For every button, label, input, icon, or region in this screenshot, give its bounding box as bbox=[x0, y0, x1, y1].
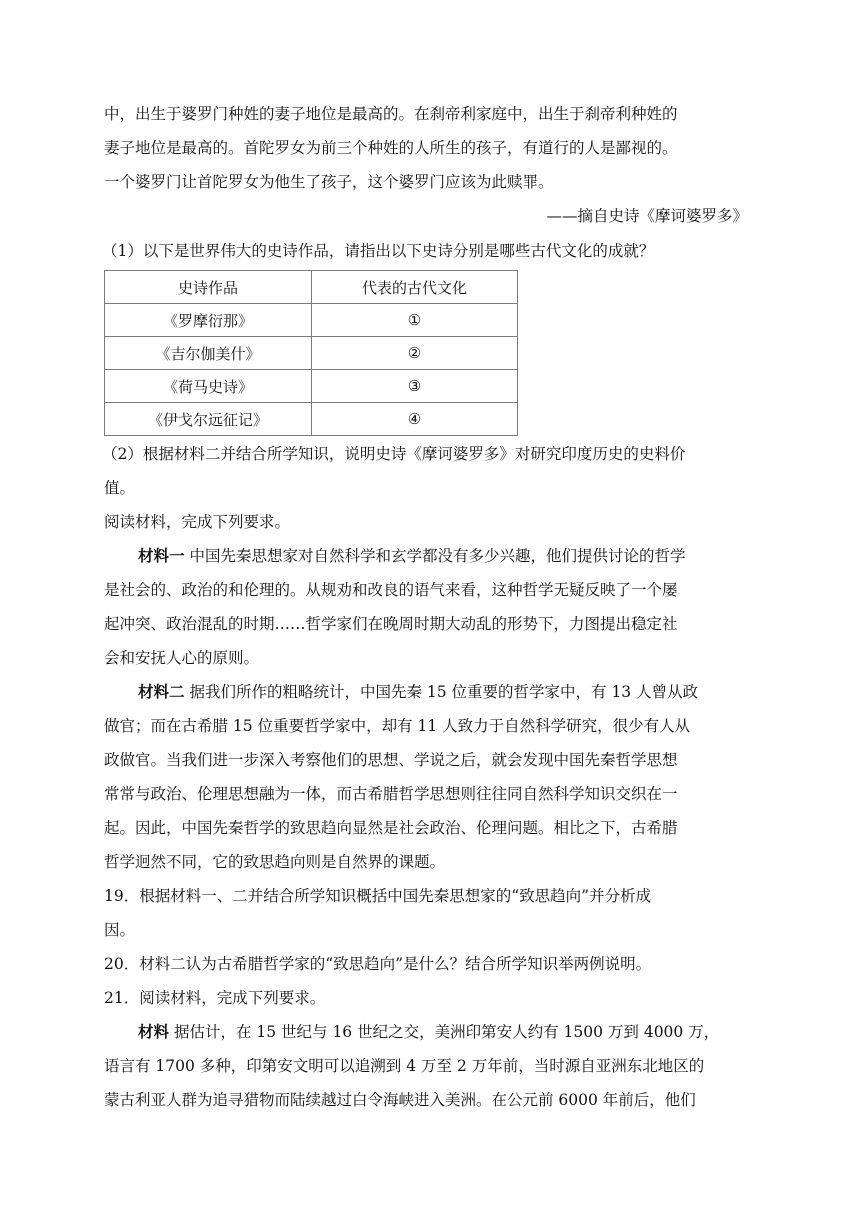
table-cell: ④ bbox=[312, 403, 518, 436]
question-19: 19．根据材料一、二并结合所学知识概括中国先秦思想家的“致思趋向”并分析成 bbox=[104, 887, 652, 905]
table-header-row bbox=[105, 271, 518, 304]
material-2-line: 政做官。当我们进一步深入考察他们的思想、学说之后，就会发现中国先秦哲学思想 bbox=[104, 751, 678, 769]
table-cell: 《吉尔伽美什》 bbox=[105, 337, 312, 370]
table-header-cell: 史诗作品 bbox=[105, 271, 312, 304]
material-text: 据我们所作的粗略统计，中国先秦 15 位重要的哲学家中，有 13 人曾从政 bbox=[184, 683, 699, 701]
question-20: 20．材料二认为古希腊哲学家的“致思趋向”是什么？结合所学知识举两例说明。 bbox=[104, 955, 652, 973]
epic-table bbox=[104, 270, 518, 436]
table-header-cell: 代表的古代文化 bbox=[312, 271, 518, 304]
material-2-line bbox=[138, 682, 698, 702]
table-cell: 《伊戈尔远征记》 bbox=[105, 403, 312, 436]
material-1-line: 起冲突、政治混乱的时期……哲学家们在晚周时期大动乱的形势下，力图提出稳定社 bbox=[104, 615, 678, 633]
question-1: （1）以下是世界伟大的史诗作品，请指出以下史诗分别是哪些古代文化的成就？ bbox=[102, 242, 655, 260]
material-text-line: 妻子地位是最高的。首陀罗女为前三个种姓的人所生的孩子，有道行的人是鄙视的。 bbox=[104, 139, 678, 157]
material-2-line: 常常与政治、伦理思想融为一体，而古希腊哲学思想则往往同自然科学知识交织在一 bbox=[104, 785, 678, 803]
question-21: 21．阅读材料，完成下列要求。 bbox=[104, 989, 326, 1007]
table-row bbox=[105, 370, 518, 403]
material-text-line: 中，出生于婆罗门种姓的妻子地位是最高的。在刹帝利家庭中，出生于刹帝利种姓的 bbox=[104, 105, 678, 123]
table-cell: ① bbox=[312, 304, 518, 337]
material-3-line: 语言有 1700 多种，印第安文明可以追溯到 4 万至 2 万年前，当时源自亚洲东北地区的 bbox=[104, 1057, 705, 1075]
table-row bbox=[105, 403, 518, 436]
material-text-line: 一个婆罗门让首陀罗女为他生了孩子，这个婆罗门应该为此赎罪。 bbox=[104, 173, 554, 191]
material-2-line: 起。因此，中国先秦哲学的致思趋向显然是社会政治、伦理问题。相比之下，古希腊 bbox=[104, 819, 678, 837]
material-label: 材料二 bbox=[138, 682, 185, 701]
material-1-line: 是社会的、政治的和伦理的。从规劝和改良的语气来看，这种哲学无疑反映了一个屡 bbox=[104, 581, 678, 599]
table-cell: ② bbox=[312, 337, 518, 370]
material-3-line bbox=[138, 1022, 719, 1042]
material-1-line: 会和安抚人心的原则。 bbox=[104, 649, 260, 667]
material-label: 材料 bbox=[138, 1022, 170, 1041]
question-2-cont: 值。 bbox=[104, 479, 136, 497]
table-cell: ③ bbox=[312, 370, 518, 403]
table-cell: 《荷马史诗》 bbox=[105, 370, 312, 403]
material-2-line: 哲学迥然不同，它的致思趋向则是自然界的课题。 bbox=[104, 853, 446, 871]
table-row bbox=[105, 304, 518, 337]
table-row bbox=[105, 337, 518, 370]
material-3-line: 蒙古利亚人群为追寻猎物而陆续越过白令海峡进入美洲。在公元前 6000 年前后，他们 bbox=[104, 1091, 696, 1109]
material-text: 中国先秦思想家对自然科学和玄学都没有多少兴趣，他们提供讨论的哲学 bbox=[184, 547, 686, 565]
table-cell: 《罗摩衍那》 bbox=[105, 304, 312, 337]
material-label: 材料一 bbox=[138, 546, 185, 565]
material-2-line: 做官；而在古希腊 15 位重要哲学家中，却有 11 人致力于自然科学研究，很少有人从 bbox=[104, 717, 691, 735]
question-2: （2）根据材料二并结合所学知识，说明史诗《摩诃婆罗多》对研究印度历史的史料价 bbox=[102, 445, 686, 463]
reading-instruction: 阅读材料，完成下列要求。 bbox=[104, 513, 291, 531]
material-1-line bbox=[138, 546, 685, 566]
source-citation: ——摘自史诗《摩诃婆罗多》 bbox=[546, 207, 748, 225]
material-text: 据估计，在 15 世纪与 16 世纪之交，美洲印第安人约有 1500 万到 4000 万， bbox=[169, 1023, 720, 1041]
question-19-cont: 因。 bbox=[104, 921, 136, 939]
